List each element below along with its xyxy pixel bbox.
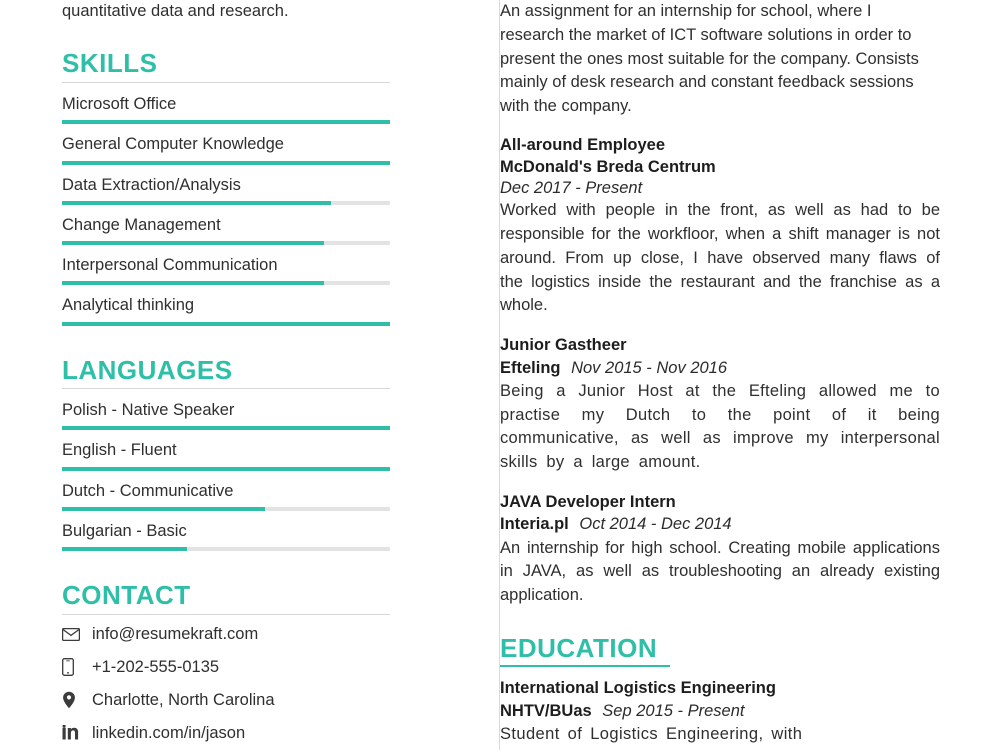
job-dates: Oct 2014 - Dec 2014: [579, 515, 732, 534]
language-item: [62, 480, 390, 511]
education-school: NHTV/BUas: [500, 701, 592, 720]
job-organization-line: [500, 513, 940, 535]
contact-phone-text: +1-202-555-0135: [92, 657, 220, 676]
skill-bar-track: [62, 322, 390, 326]
language-label: Dutch - Communicative: [62, 481, 234, 500]
language-bar-fill: [62, 507, 265, 511]
skill-label: Microsoft Office: [62, 95, 177, 114]
education-heading: EDUCATION: [500, 632, 658, 663]
skill-label: Interpersonal Communication: [62, 256, 278, 275]
skill-label: Change Management: [62, 215, 221, 234]
job-description: Worked with people in the front, as well as had to be responsible for the workfloor, when a shift manager is not around. From up close, I have observed many flaws of the logistics inside the restaurant and the franchise as a whole.: [500, 201, 940, 315]
skill-bar-track: [62, 161, 390, 165]
job-dates: Nov 2015 - Nov 2016: [571, 358, 728, 377]
skill-bar-fill: [62, 241, 324, 245]
language-label: Polish - Native Speaker: [62, 401, 235, 420]
skills-heading-rule: [62, 82, 390, 83]
job-organization: Interia.pl: [500, 515, 569, 534]
skill-item: [62, 214, 390, 245]
job-organization: McDonald's Breda Centrum: [500, 158, 716, 177]
languages-heading: LANGUAGES: [62, 354, 233, 385]
language-bar-track: [62, 547, 390, 551]
language-item: [62, 520, 390, 551]
language-bar-track: [62, 507, 390, 511]
education-school-line: [500, 700, 940, 722]
skills-heading: SKILLS: [62, 48, 158, 79]
education-item: [500, 678, 940, 746]
skill-item: [62, 294, 390, 325]
envelope-icon: [62, 628, 88, 641]
skill-item: [62, 133, 390, 164]
language-bar-fill: [62, 467, 390, 471]
job-description: An internship for high school. Creating mobile applications in JAVA, as well as troubleshooting an already existing application.: [500, 538, 940, 605]
experience-top-paragraph: An assignment for an internship for school, where I research the market of ICT software solutions in order to present the ones most suitable for the company. Consists mainly of desk research and constant feedback sessions with the company.: [500, 2, 919, 115]
language-item: [62, 399, 390, 430]
language-bar-fill: [62, 426, 390, 430]
left-sidebar: [0, 0, 470, 750]
language-bar-fill: [62, 547, 187, 551]
skill-bar-track: [62, 120, 390, 124]
job-title: JAVA Developer Intern: [500, 492, 676, 511]
contact-heading-rule: [62, 614, 390, 615]
profile-text-tail: quantitative data and research.: [62, 2, 289, 20]
contact-location-text: Charlotte, North Carolina: [92, 690, 275, 709]
job-title: Junior Gastheer: [500, 336, 627, 355]
contact-email-row: [62, 625, 470, 644]
skill-item: [62, 93, 390, 124]
map-pin-icon: [62, 691, 88, 709]
job-organization: Efteling: [500, 358, 561, 377]
experience-item: [500, 135, 940, 318]
contact-linkedin-text[interactable]: linkedin.com/in/jason: [92, 723, 246, 742]
language-label: English - Fluent: [62, 441, 177, 460]
contact-phone-row: [62, 658, 470, 677]
job-title: All-around Employee: [500, 135, 666, 154]
skill-bar-fill: [62, 201, 331, 205]
job-description: Being a Junior Host at the Efteling allowed me to practise my Dutch to the point of it being communicative, as well as improve my interpersonal skills by a large amount.: [500, 381, 940, 472]
column-divider: [499, 0, 500, 750]
main-column: [470, 0, 1000, 750]
skill-bar-fill: [62, 161, 390, 165]
job-organization-line: [500, 357, 940, 379]
job-organization-line: [500, 156, 940, 178]
language-bar-track: [62, 467, 390, 471]
skill-label: General Computer Knowledge: [62, 135, 284, 154]
skill-label: Analytical thinking: [62, 296, 195, 315]
education-degree: International Logistics Engineering: [500, 679, 776, 698]
linkedin-icon: [62, 725, 88, 741]
phone-icon: [62, 658, 88, 676]
skill-item: [62, 254, 390, 285]
education-heading-rule: [500, 665, 670, 667]
skill-bar-track: [62, 241, 390, 245]
experience-item: [500, 335, 940, 475]
experience-item: [500, 492, 940, 608]
contact-heading: CONTACT: [62, 580, 191, 611]
skill-bar-fill: [62, 322, 390, 326]
languages-heading-rule: [62, 388, 390, 389]
skill-label: Data Extraction/Analysis: [62, 175, 241, 194]
education-dates: Sep 2015 - Present: [602, 701, 745, 720]
contact-linkedin-row: [62, 724, 470, 743]
skill-bar-fill: [62, 281, 324, 285]
language-label: Bulgarian - Basic: [62, 522, 187, 540]
language-item: [62, 439, 390, 470]
skill-bar-track: [62, 201, 390, 205]
skill-item: [62, 174, 390, 205]
contact-location-row: [62, 691, 470, 710]
contact-email-text[interactable]: info@resumekraft.com: [92, 624, 259, 643]
education-description: Student of Logistics Engineering, with: [500, 725, 803, 744]
job-dates: Dec 2017 - Present: [500, 179, 643, 198]
contact-list: [62, 625, 470, 743]
language-bar-track: [62, 426, 390, 430]
skill-bar-track: [62, 281, 390, 285]
skill-bar-fill: [62, 120, 390, 124]
